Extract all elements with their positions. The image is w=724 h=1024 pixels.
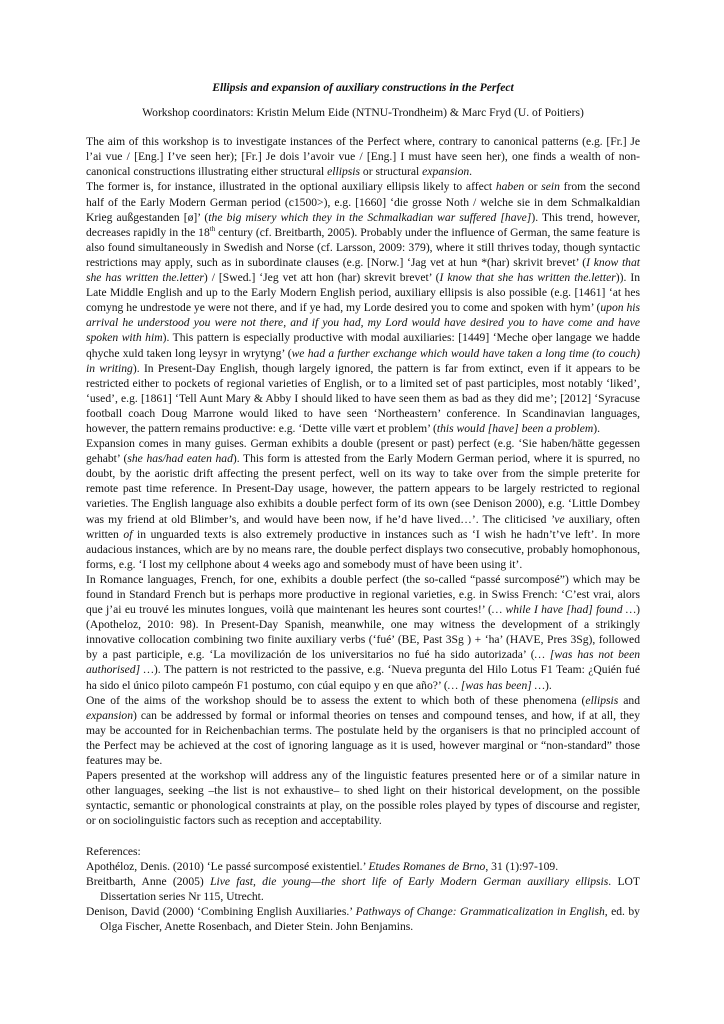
text-run: in unguarded texts is also extremely productive in instances such as ‘I wish he hadn’t’ve left’. In more audacious instances, which are by no means rare, the double perfect displays two consecutive, probably homophonous, forms, e.g. ‘I lost my cellphone about 4 weeks ago and somebody must of have been using it’.	[86, 527, 640, 571]
text-run: , ed. by Olga Fischer, Anette Rosenbach, and Dieter Stein. John Benjamins.	[100, 904, 640, 933]
text-run: ). This trend, however, decreases rapidly in the 18	[86, 210, 640, 239]
text-run: ). In Present-Day English, though largely ignored, the pattern is far from extinct, even if it appears to be restricted either to pockets of regional varieties of English, or to a limited set of past participles, most notably ‘liked’, ‘used’, e.g. [1861] ‘Tell Aunt Mary & Abby I should liked to have seen them as bad as they did me’; [2012] ‘Syracuse football coach Doug Marrone would liked to have seen ‘Northeastern’ conference. In Scandinavian languages, however, the pattern remains productive: e.g. ‘Dette ville vært et problem’ (	[86, 361, 641, 435]
italic-title: Pathways of Change: Grammaticalization in English	[355, 904, 605, 918]
references-heading: References:	[86, 844, 141, 858]
italic-gloss: this would [have] been a problem	[436, 421, 594, 435]
text-run: or structural	[360, 165, 423, 179]
italic-title: Live fast, die young—the short life of Early Modern German auxiliary ellipsis	[210, 874, 609, 888]
text-run: Expansion comes in many guises. German exhibits a double (present or past) perfect (e.g. ‘Sie haben/hätte gegessen gehabt’ (	[86, 437, 640, 466]
italic-gloss: upon his arrival he understood you were not there, and if you had, my Lord would have desired you to have come and have spoken with him	[86, 301, 640, 345]
document-page	[86, 80, 640, 934]
italic-term: expansion	[422, 165, 470, 179]
paragraph-romance	[86, 572, 640, 693]
italic-term: of	[123, 527, 133, 541]
text-run: , 31 (1):97-109.	[485, 859, 559, 873]
paragraph-papers: Papers presented at the workshop will address any of the linguistic features presented here or of a similar nature in other languages, seeking –the list is not exhaustive– to shed light on their historical development, on the possible syntactic, semantic or phonological constraints at play, on the possible roles played by types of discourse and register, or on sociolinguistic factors such as reception and acceptability.	[86, 769, 640, 828]
superscript: th	[209, 224, 216, 233]
paragraph-ellipsis	[86, 179, 640, 436]
text-run: Apothéloz, Denis. (2010) ‘Le passé surcomposé existentiel.’	[86, 859, 369, 873]
text-run: or	[524, 180, 542, 194]
document-title: Ellipsis and expansion of auxiliary constructions in the Perfect	[212, 81, 514, 94]
text-run: .	[469, 165, 473, 179]
text-run: and	[618, 693, 640, 707]
text-run: ) (Apotheloz, 2010: 98). In Present-Day Spanish, meanwhile, one may witness the development of a strikingly innovative collocation combining two finite auxiliary verbs (‘fué’ (BE, Past 3Sg ) + ‘ha’ (HAVE, Pres 3Sg), followed by a past participle, e.g. ‘La movilización de los universitarios no fué ha sido autorizada’ (	[86, 603, 640, 662]
italic-gloss: she has/had eaten had	[127, 452, 233, 466]
text-run: Denison, David (2000) ‘Combining English Auxiliaries.’	[86, 904, 356, 918]
text-run: ).	[544, 678, 552, 692]
paragraph-expansion	[86, 436, 640, 572]
reference-item	[86, 859, 640, 874]
italic-term: ellipsis	[585, 693, 619, 707]
italic-term: ’ve	[550, 512, 565, 526]
italic-gloss: I know that she has written the.letter	[439, 271, 616, 285]
italic-gloss: we had a further exchange which would have taken a long time (to couch) in writing	[86, 346, 640, 375]
text-run: ). This form is attested from the Early Modern German period, where it is spurred, no doubt, by the aoristic drift affecting the present perfect, well on its way to take over from the simple preterite for remote past time reference. In Present-Day usage, however, the pattern appears to be largely restricted to regional varieties. The English language also exhibits a double perfect form of its own (see Denison 2000), e.g. ‘Little Dombey was my friend at old Blimber’s, and would have been now, if he’d have lived…’. The cliticised	[86, 452, 640, 526]
italic-gloss: … [was has been] …	[447, 678, 545, 692]
text-run: ) can be addressed by formal or informal theories on tenses and compound tenses, and how, if at all, they may be accounted for in Reichenbachian terms. The postulate held by the organisers is that no principled account of the Perfect may be achieved at the cost of ignoring language as it is used, however marginal or “non-standard” those features may be.	[86, 708, 640, 768]
text-run: . LOT Dissertation series Nr 115, Utrecht.	[100, 874, 640, 903]
paragraph-aims	[86, 693, 640, 768]
paragraph-aim	[86, 134, 640, 179]
text-run: )). In Late Middle English and up to the Early Modern English period, auxiliary ellipsis is also possible (e.g. [1461] ‘at hes comyng he undrestode ye were not there, and if ye had, my Lorde desired you to come and spoken with hym’ (	[86, 271, 640, 315]
text-run: In Romance languages, French, for one, exhibits a double perfect (the so-called “passé surcomposé”) which may be found in Standard French but is perhaps more productive in regional varieties, e.g. in Swiss French: ‘C’est vrai, alors que j’ai eu trouvé les minutes longues, voilà que maintenant les heures sont courtes!’ (	[86, 572, 640, 617]
italic-term: ellipsis	[327, 165, 361, 179]
text-run: ) / [Swed.] ‘Jeg vet att hon (har) skrevit brevet’ (	[203, 271, 440, 285]
italic-gloss: the big misery which they in the Schmalkadian war suffered [have]	[208, 210, 532, 224]
text-run: Breitbarth, Anne (2005)	[86, 874, 211, 888]
workshop-coordinators: Workshop coordinators: Kristin Melum Eide (NTNU-Trondheim) & Marc Fryd (U. of Poitiers)	[142, 106, 584, 120]
text-run: ).	[593, 421, 601, 435]
text-run: The aim of this workshop is to investigate instances of the Perfect where, contrary to canonical patterns (e.g. [Fr.] Je l’ai vue / [Eng.] I’ve seen her); [Fr.] Je dois l’avoir vue / [Eng.] I must have seen her), one finds a wealth of non-canonical constructions illustrating either structural	[86, 135, 640, 179]
text-run: ). This pattern is especially productive with modal auxiliaries: [1449] ‘Meche oþer langage we hadde qhyche xuld taken long leysyr in wrytyng’ (	[86, 331, 640, 360]
text-run: auxiliary, often written	[86, 512, 640, 541]
text-run: The former is, for instance, illustrated in the optional auxiliary ellipsis likely to affect	[86, 180, 496, 194]
text-run: One of the aims of the workshop should be to assess the extent to which both of these phenomena (	[86, 693, 586, 707]
italic-term: expansion	[86, 708, 134, 722]
italic-gloss: … while I have [had] found …	[491, 603, 637, 617]
italic-term: haben	[495, 180, 525, 194]
text-run: from the second half of the Early Modern German period (c1500>), e.g. [1660] ‘die grosse Noth / welche sie in dem Schmalkaldian Krieg außgestanden [ø]’ (	[86, 180, 640, 224]
italic-gloss: I know that she has written the.letter	[86, 255, 640, 285]
italic-term: sein	[541, 180, 560, 194]
text-run: ). The pattern is not restricted to the passive, e.g. ‘Nueva pregunta del Hilo Lotus F1 Team: ¿Quién fué ha sido el único piloto campeón F1 postumo, con cúal equipo y en que año?’ (	[86, 663, 640, 692]
reference-item	[86, 904, 640, 934]
reference-item	[86, 874, 640, 904]
italic-title: Etudes Romanes de Brno	[368, 859, 486, 873]
italic-gloss: … [was has not been authorised] …	[86, 648, 641, 677]
text-run: century (cf. Breitbarth, 2005). Probably under the influence of German, the same feature is also found simultaneously in Swedish and Norse (cf. Larsson, 2009: 379), where it still thrives today, though syntactic restrictions may apply, such as in subordinate clauses (e.g. [Norw.] ‘Jag vet at hun *(har) skrivit brevet’ (	[86, 225, 640, 269]
